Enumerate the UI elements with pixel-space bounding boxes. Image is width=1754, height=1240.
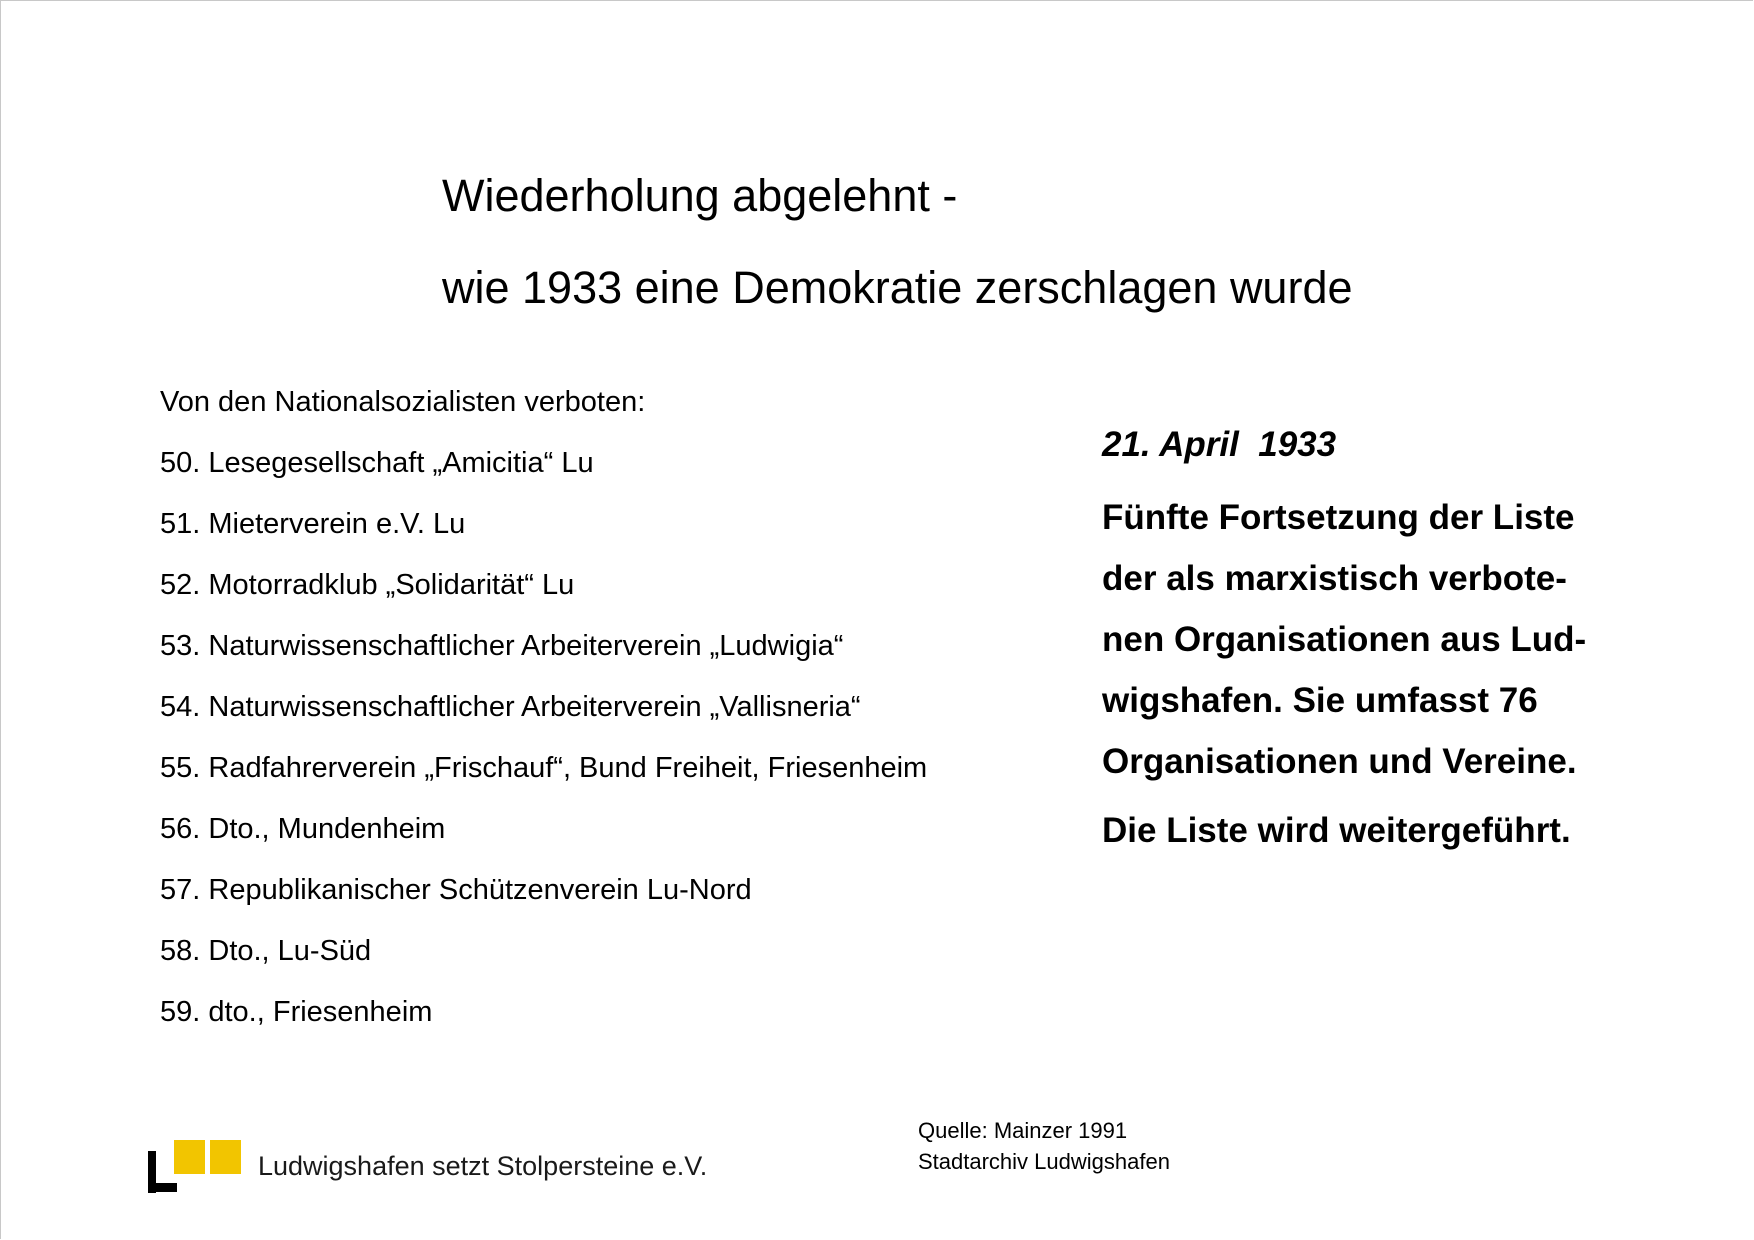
logo-yellow-square-right <box>210 1140 241 1174</box>
list-item: 58. Dto., Lu-Süd <box>160 935 372 967</box>
source-citation <box>918 1115 1170 1177</box>
title-line-2: wie 1933 eine Demokratie zerschlagen wurde <box>442 262 1353 313</box>
slide-title <box>442 150 1353 334</box>
title-line-1: Wiederholung abgelehnt - <box>442 170 958 221</box>
list-item: 56. Dto., Mundenheim <box>160 813 446 845</box>
list-item: 59. dto., Friesenheim <box>160 996 433 1028</box>
organization-logo <box>148 1140 240 1192</box>
list-item: 55. Radfahrerverein „Frischauf“, Bund Freiheit, Friesenheim <box>160 752 928 784</box>
list-item: 51. Mieterverein e.V. Lu <box>160 508 466 540</box>
info-text <box>1102 487 1642 792</box>
source-line-1: Quelle: Mainzer 1991 <box>918 1118 1128 1143</box>
source-line-2: Stadtarchiv Ludwigshafen <box>918 1149 1170 1174</box>
list-item: 50. Lesegesellschaft „Amicitia“ Lu <box>160 447 594 479</box>
info-text-line: der als marxistisch verbote- <box>1102 559 1567 598</box>
closing-note: Die Liste wird weitergeführt. <box>1102 811 1571 850</box>
logo-yellow-square-left <box>174 1140 205 1174</box>
list-item: 57. Republikanischer Schützenverein Lu-Nord <box>160 874 752 906</box>
list-heading: Von den Nationalsozialisten verboten: <box>160 386 646 418</box>
info-text-line: wigshafen. Sie umfasst 76 <box>1102 681 1538 720</box>
info-text-line: Organisationen und Vereine. <box>1102 742 1577 781</box>
list-item: 52. Motorradklub „Solidarität“ Lu <box>160 569 575 601</box>
info-text-line: Fünfte Fortsetzung der Liste <box>1102 498 1575 537</box>
info-panel <box>1102 418 1642 858</box>
banned-organizations-list <box>160 377 927 1048</box>
date-heading: 21. April 1933 <box>1102 425 1337 464</box>
info-text-line: nen Organisationen aus Lud- <box>1102 620 1587 659</box>
list-item: 53. Naturwissenschaftlicher Arbeiterverein „Ludwigia“ <box>160 630 844 662</box>
organization-name: Ludwigshafen setzt Stolpersteine e.V. <box>258 1151 708 1181</box>
logo-l-foot <box>148 1183 177 1192</box>
list-item: 54. Naturwissenschaftlicher Arbeiterverein „Vallisneria“ <box>160 691 861 723</box>
